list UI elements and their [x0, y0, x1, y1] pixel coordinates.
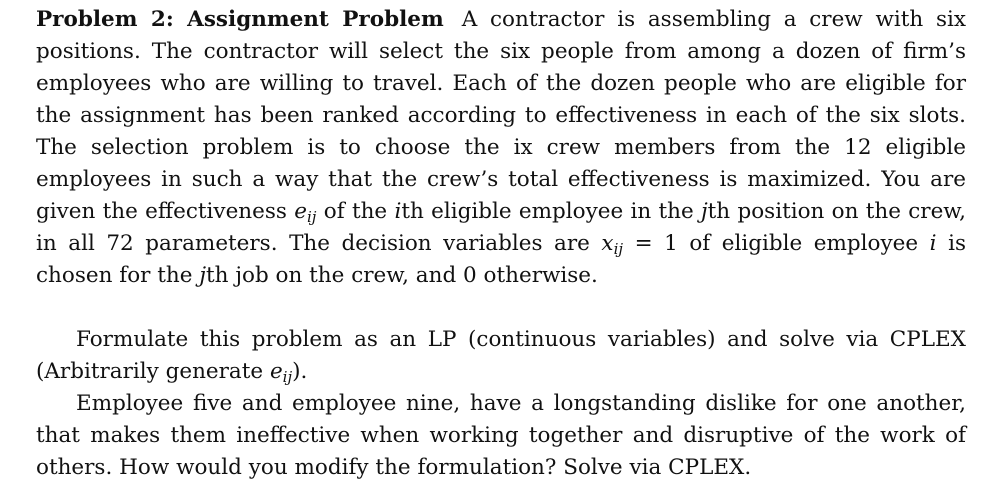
- math-e-symbol: e: [294, 199, 307, 224]
- statement-text-2: of the: [323, 199, 388, 224]
- modification-text: Employee five and employee nine, have a longstanding dislike for one another, that makes them ineffective when working together and disruptive of the work of others. How would you modify the formulation? Solve via CPLEX.: [36, 391, 966, 480]
- math-i-2: i: [929, 231, 937, 256]
- math-x-symbol: x: [601, 231, 614, 256]
- modification-paragraph: [36, 388, 966, 484]
- math-i: i: [394, 199, 402, 224]
- statement-text-5: = 1 of eligible employee: [634, 231, 919, 256]
- math-e-ij-2: [270, 359, 292, 384]
- math-e-subscript-2: ij: [282, 367, 293, 386]
- formulate-text: Formulate this problem as an LP (continuous variables) and solve via CPLEX (Arbitrarily generate: [36, 327, 966, 384]
- math-e-symbol-2: e: [269, 359, 283, 384]
- math-j-2: j: [199, 263, 207, 288]
- statement-text-1: A contractor is assembling a crew with six positions. The contractor will select the six people from among a dozen of firm’s employees who are willing to travel. Each of the dozen people who are eligible for the assignment has been ranked according to effectiveness in each of the six slots. The selection problem is to choose the ix crew members from the 12 eligible employees in such a way that the crew’s total effectiveness is maximized. You are given the effectiveness: [36, 7, 966, 224]
- statement-text-3: th eligible employee in the: [401, 199, 694, 224]
- formulate-paragraph: [36, 324, 966, 388]
- statement-text-4: th position on the crew, in all 72 parameters. The decision variables are: [36, 199, 966, 256]
- math-e-subscript: ij: [306, 207, 317, 226]
- statement-text-6: is chosen for the: [36, 231, 967, 288]
- math-x-ij: [601, 231, 623, 256]
- math-x-subscript: ij: [613, 239, 624, 258]
- math-e-ij: [294, 199, 316, 224]
- problem-heading: Problem 2: Assignment Problem: [36, 7, 444, 32]
- math-j: j: [701, 199, 708, 224]
- problem-statement-paragraph: [36, 4, 966, 292]
- formulate-text-end: ).: [292, 359, 308, 384]
- statement-text-7: th job on the crew, and 0 otherwise.: [206, 263, 598, 288]
